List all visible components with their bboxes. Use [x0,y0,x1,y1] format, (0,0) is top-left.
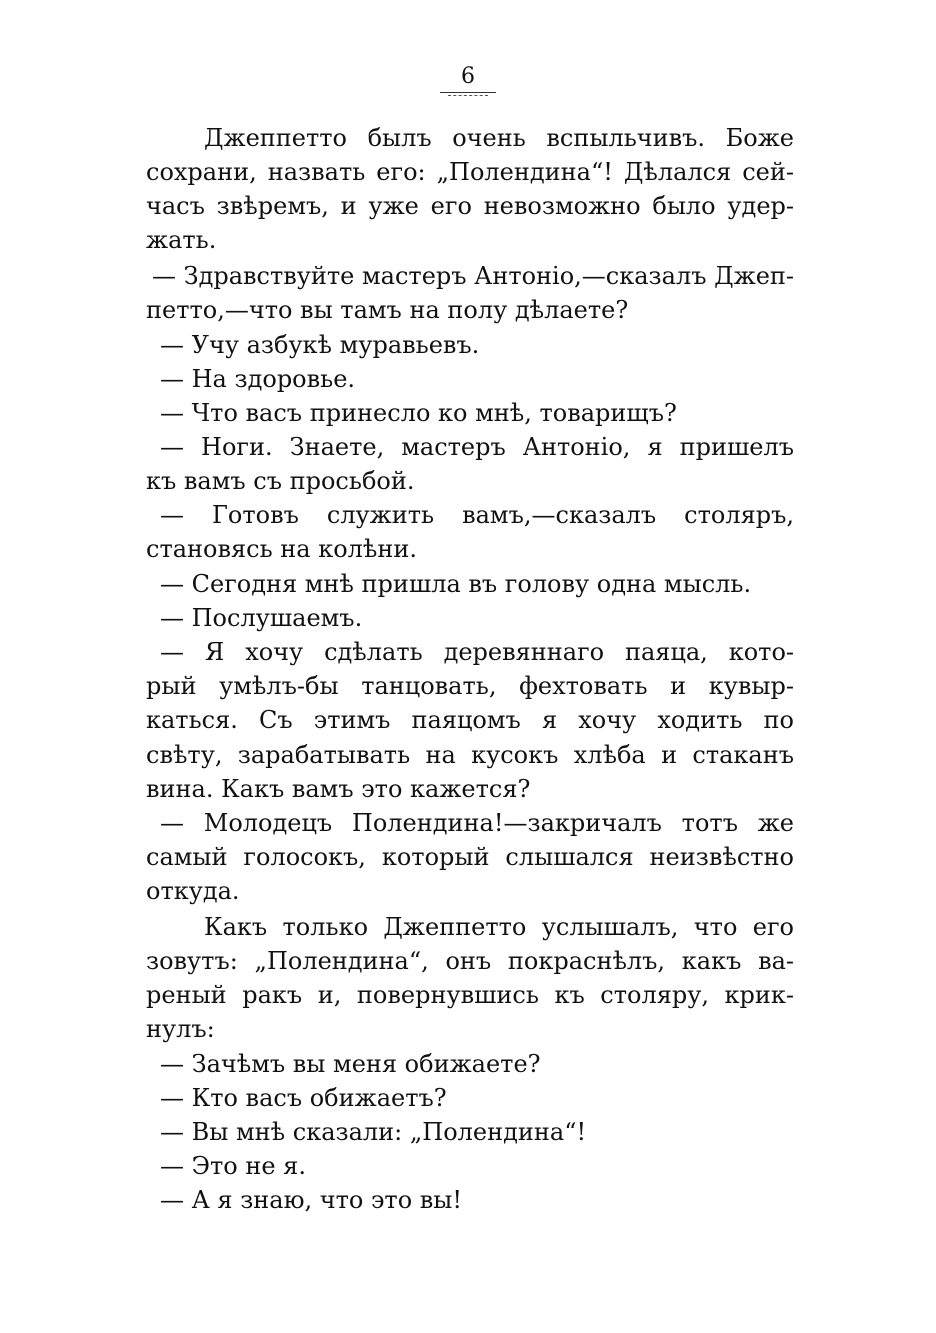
text-line: — Сегодня мнѣ пришла въ голову одна мысль. [160,570,752,598]
text-line: къ вамъ съ просьбой. [146,467,415,495]
text-line: откуда. [146,877,240,905]
text-line: реный ракъ и, повернувшись къ столяру, крик- [146,981,794,1009]
text-line: — Что васъ принесло ко мнѣ, товарищъ? [160,399,677,427]
text-line: становясь на колѣни. [146,535,417,563]
text-line: часъ звѣремъ, и уже его невозможно было удер- [146,192,794,220]
text-line: Джеппетто былъ очень вспыльчивъ. Боже [204,124,794,152]
text-line: самый голосокъ, который слышался неизвѣстно [146,843,794,871]
text-line: свѣту, зарабатывать на кусокъ хлѣба и стаканъ [146,741,794,769]
text-line: — Это не я. [160,1152,306,1180]
text-line: жать. [146,226,217,254]
text-line: — Молодецъ Полендина!—закричалъ тотъ же [160,809,794,837]
text-line: Какъ только Джеппетто услышалъ, что его [204,913,794,941]
text-line: — Я хочу сдѣлать деревяннаго паяца, кото- [160,638,794,666]
text-line: — Послушаемъ. [160,604,363,632]
text-line: рый умѣлъ-бы танцовать, фехтовать и кувыр- [146,672,794,700]
text-line: петто,—что вы тамъ на полу дѣлаете? [146,296,629,324]
text-line: — Кто васъ обижаетъ? [160,1084,447,1112]
text-line: вина. Какъ вамъ это кажется? [146,775,531,803]
header-rule [440,92,496,93]
text-line: — Ноги. Знаете, мастеръ Антоніо, я пришелъ [160,433,794,461]
text-line: нулъ: [146,1015,215,1043]
text-line: каться. Съ этимъ паяцомъ я хочу ходить по [146,706,794,734]
text-line: — Здравствуйте мастеръ Антоніо,—сказалъ Джеп- [152,262,794,290]
text-line: — Готовъ служить вамъ,—сказалъ столяръ, [160,501,794,529]
text-line: сохрани, назвать его: „Полендина“! Дѣлался сей- [146,158,794,186]
page-number: 6 [461,64,475,89]
text-line: — Зачѣмъ вы меня обижаете? [160,1050,541,1078]
text-line: — Вы мнѣ сказали: „Полендина“! [160,1118,587,1146]
header-rule-secondary [448,95,488,96]
text-line: зовутъ: „Полендина“, онъ покраснѣлъ, какъ ва- [146,947,794,975]
text-line: — А я знаю, что это вы! [160,1186,463,1214]
text-line: — На здоровье. [160,365,356,393]
text-line: — Учу азбукѣ муравьевъ. [160,331,480,359]
